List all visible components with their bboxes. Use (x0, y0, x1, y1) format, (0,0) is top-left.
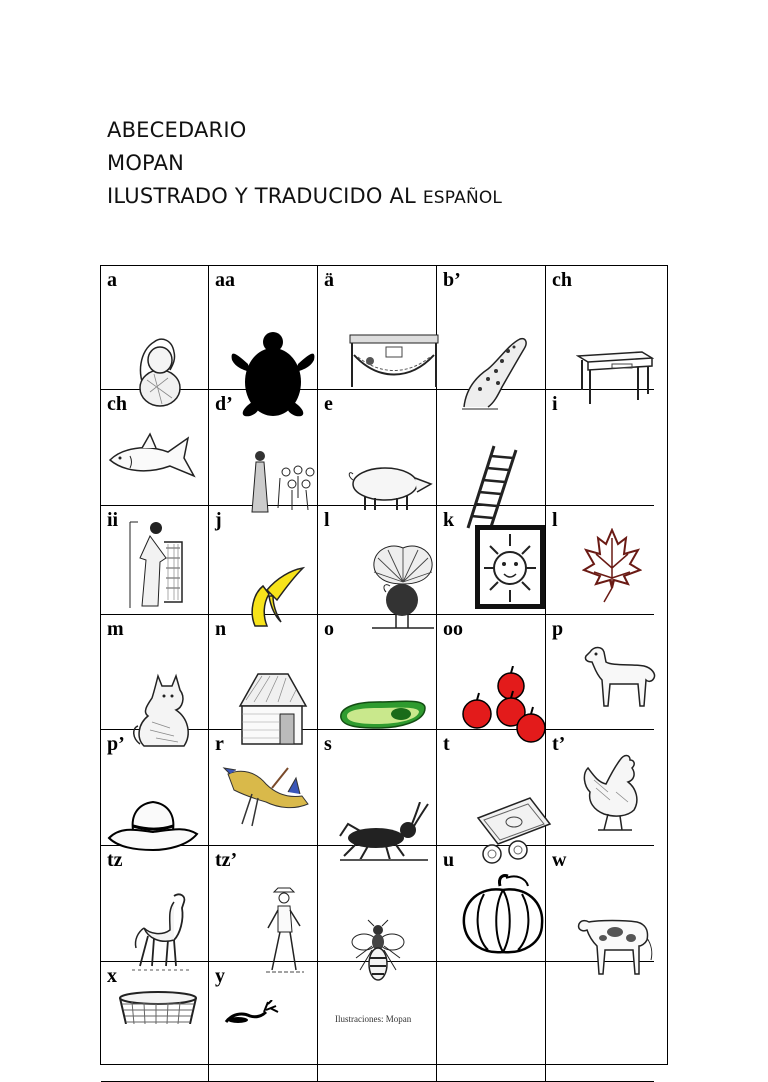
cell-letter: oo (443, 618, 463, 640)
avocado-icon (337, 694, 427, 730)
cat-icon (130, 668, 196, 750)
cell-letter: o (324, 618, 334, 640)
cell-letter: p (552, 618, 564, 640)
cell-letter: y (215, 965, 225, 987)
cell-letter: m (107, 618, 124, 640)
pig-icon (345, 460, 433, 512)
basket-icon (116, 990, 200, 1024)
dog-icon (582, 644, 658, 708)
cell-letter: l (324, 509, 330, 531)
cell-letter: r (215, 733, 224, 755)
title-line-3-main: ILUSTRADO Y TRADUCIDO AL (107, 184, 423, 208)
cell-letter: ch (552, 269, 572, 291)
cell-letter: t (443, 733, 450, 755)
cell-letter: u (443, 849, 455, 871)
bee-icon (350, 918, 406, 984)
banana-icon (247, 564, 305, 628)
cell-letter: t’ (552, 733, 566, 755)
title-line-3 (107, 180, 502, 215)
table-cell (546, 390, 654, 506)
cell-letter: n (215, 618, 227, 640)
people-icon (248, 448, 322, 514)
cricket-icon (338, 802, 430, 862)
table-icon (576, 348, 654, 406)
title-line-2: MOPAN (107, 151, 185, 175)
cell-letter: tz’ (215, 849, 238, 871)
man-walking-icon (260, 884, 310, 974)
deer-icon (222, 1000, 280, 1024)
horse-icon (130, 890, 194, 972)
apples-icon (455, 666, 549, 746)
cell-letter: x (107, 965, 117, 987)
woman-weaving-icon (128, 518, 186, 610)
cell-letter: i (552, 393, 558, 415)
cell-letter: tz (107, 849, 123, 871)
money-icon (470, 796, 554, 864)
leaf-icon (582, 528, 642, 604)
house-icon (236, 670, 308, 746)
bird-icon (222, 764, 310, 830)
turtle-icon (230, 330, 316, 422)
hat-icon (107, 800, 199, 852)
ladder-icon (466, 444, 522, 530)
cell-letter: a (107, 269, 117, 291)
cell-letter: w (552, 849, 567, 871)
hammock-icon (348, 333, 440, 389)
cell-letter: l (552, 509, 558, 531)
cell-letter: ch (107, 393, 127, 415)
cell-letter: e (324, 393, 333, 415)
caption-text: Ilustraciones: Mopan (335, 1014, 412, 1024)
pumpkin-icon (460, 872, 546, 958)
cell-letter: j (215, 509, 222, 531)
cell-letter: ii (107, 509, 119, 531)
sun-icon (474, 524, 546, 610)
turkey-icon (368, 544, 438, 630)
table-cell (437, 962, 546, 1082)
table-cell (546, 962, 654, 1082)
title-line-3-small: ESPAÑOL (422, 188, 503, 208)
title-line-1: ABECEDARIO (107, 118, 247, 142)
cell-letter: k (443, 509, 455, 531)
rooster-icon (580, 752, 644, 832)
cell-letter: ä (324, 269, 334, 291)
squash-icon (132, 330, 190, 412)
document-heading (107, 114, 502, 215)
cell-letter: aa (215, 269, 235, 291)
jaguar-icon (458, 333, 530, 411)
cell-letter: p’ (107, 733, 125, 755)
cell-letter: d’ (215, 393, 233, 415)
cell-letter: s (324, 733, 332, 755)
cell-letter: b’ (443, 269, 461, 291)
fish-icon (106, 430, 198, 486)
cow-icon (575, 912, 655, 976)
